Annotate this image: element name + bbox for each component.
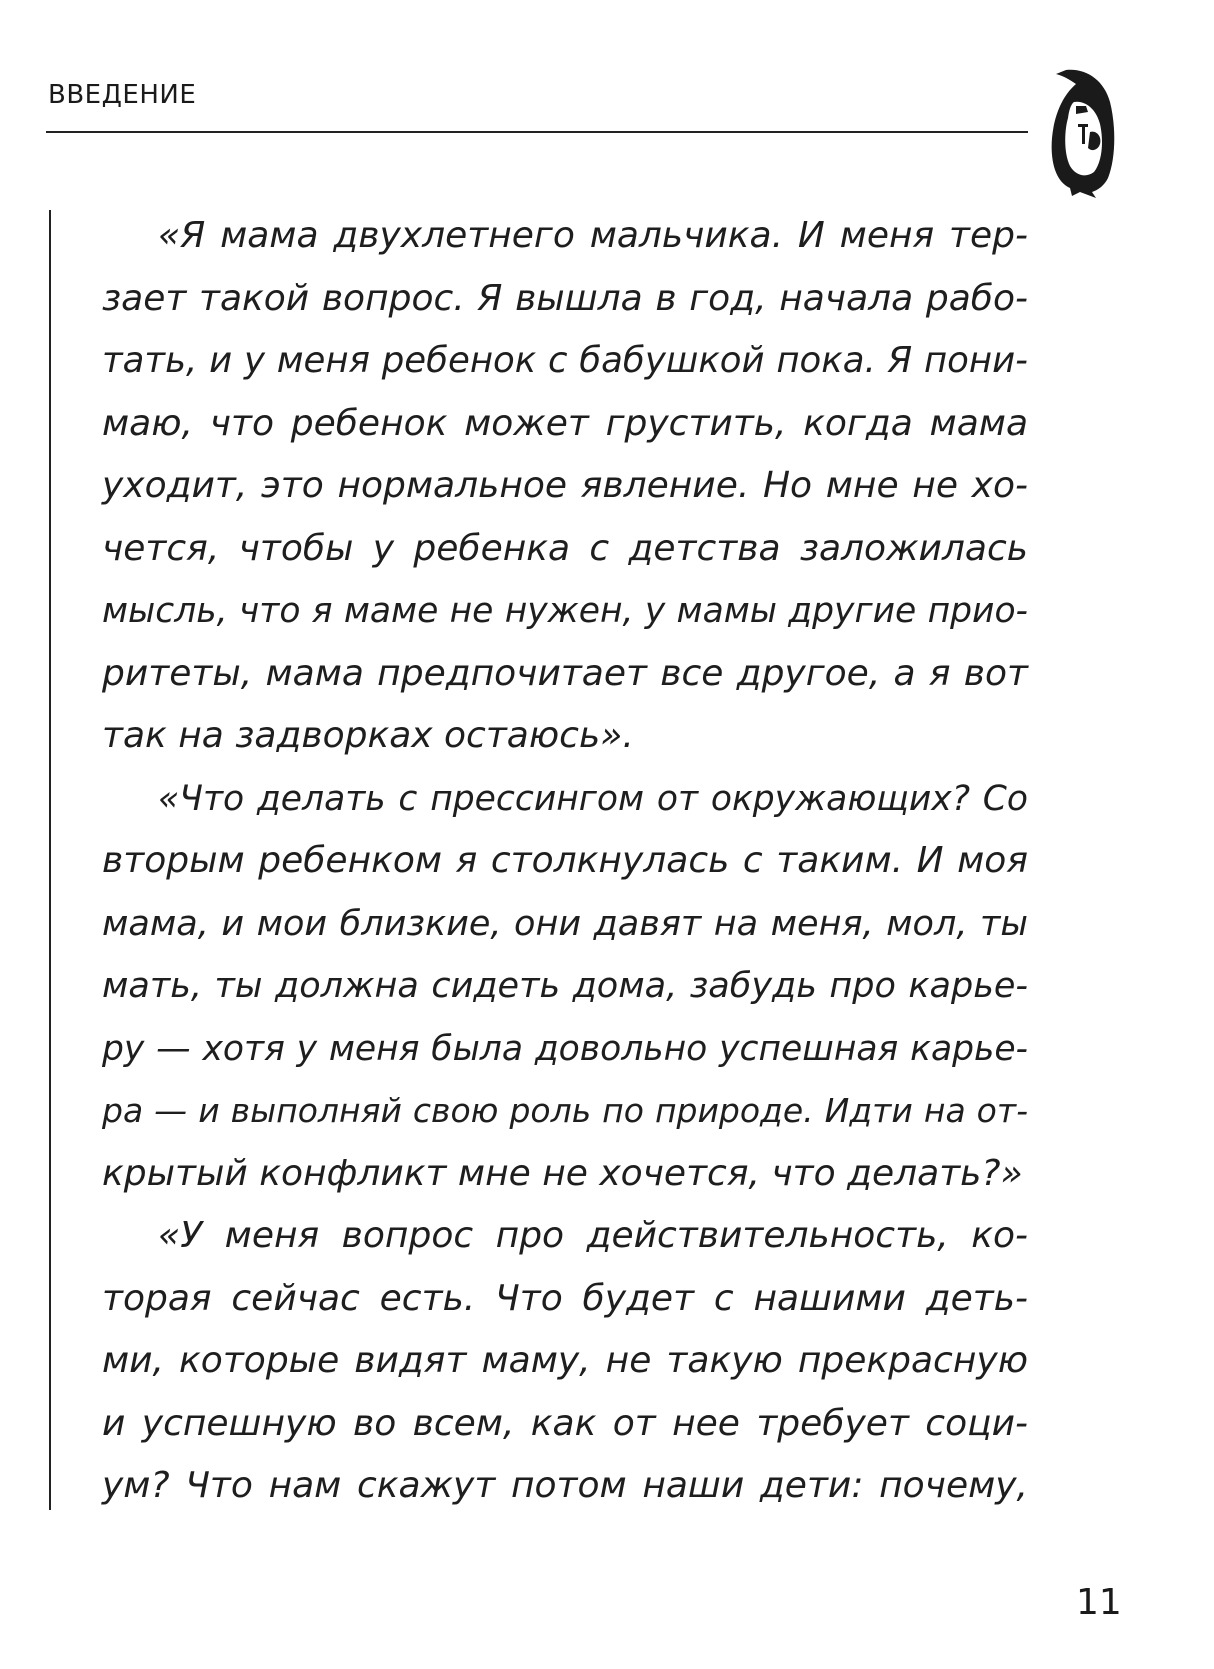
paragraph (102, 205, 1028, 768)
paragraph (102, 1205, 1028, 1518)
text-line: ра — и выполняй свою роль по природе. Идти на от- (102, 1091, 1028, 1130)
text-line: ум? Что нам скажут потом наши дети: почему, (102, 1465, 1028, 1506)
text-line: чется, чтобы у ребенка с детства заложилась (102, 527, 1028, 569)
penguin-icon (1046, 66, 1118, 198)
text-line: маю, что ребенок может грустить, когда мама (102, 402, 1028, 444)
header-rule (46, 131, 1028, 133)
text-line: так на задворках остаюсь». (102, 715, 634, 756)
text-line: «У меня вопрос про действительность, ко- (158, 1215, 1028, 1256)
body-text (102, 205, 1028, 1518)
text-line: торая сейчас есть. Что будет с нашими деть- (102, 1277, 1028, 1319)
text-line: мысль, что я маме не нужен, у мамы другие прио- (102, 591, 1028, 631)
page-number: 11 (1076, 1582, 1122, 1623)
text-line: мать, ты должна сидеть дома, забудь про карье- (102, 966, 1028, 1006)
text-line: ру — хотя у меня была довольно успешная карье- (102, 1028, 1028, 1069)
text-line: и успешную во всем, как от нее требует соци- (102, 1402, 1028, 1444)
text-line: ми, которые видят маму, не такую прекрасную (102, 1340, 1028, 1381)
text-line: мама, и мои близкие, они давят на меня, мол, ты (102, 903, 1028, 944)
text-line: «Я мама двухлетнего мальчика. И меня тер- (158, 215, 1028, 256)
margin-bar (49, 210, 51, 1510)
paragraph (102, 768, 1028, 1206)
text-line: ритеты, мама предпочитает все другое, а я вот (102, 652, 1028, 694)
text-line: зает такой вопрос. Я вышла в год, начала рабо- (102, 277, 1028, 319)
header-title: ВВЕДЕНИЕ (48, 80, 197, 110)
text-line: уходит, это нормальное явление. Но мне не хо- (102, 465, 1028, 506)
text-line: крытый конфликт мне не хочется, что делать?» (102, 1152, 1023, 1194)
text-line: «Что делать с прессингом от окружающих? Со (158, 778, 1028, 819)
text-line: вторым ребенком я столкнулась с таким. И моя (102, 840, 1028, 881)
text-line: тать, и у меня ребенок с бабушкой пока. Я пони- (102, 340, 1028, 381)
